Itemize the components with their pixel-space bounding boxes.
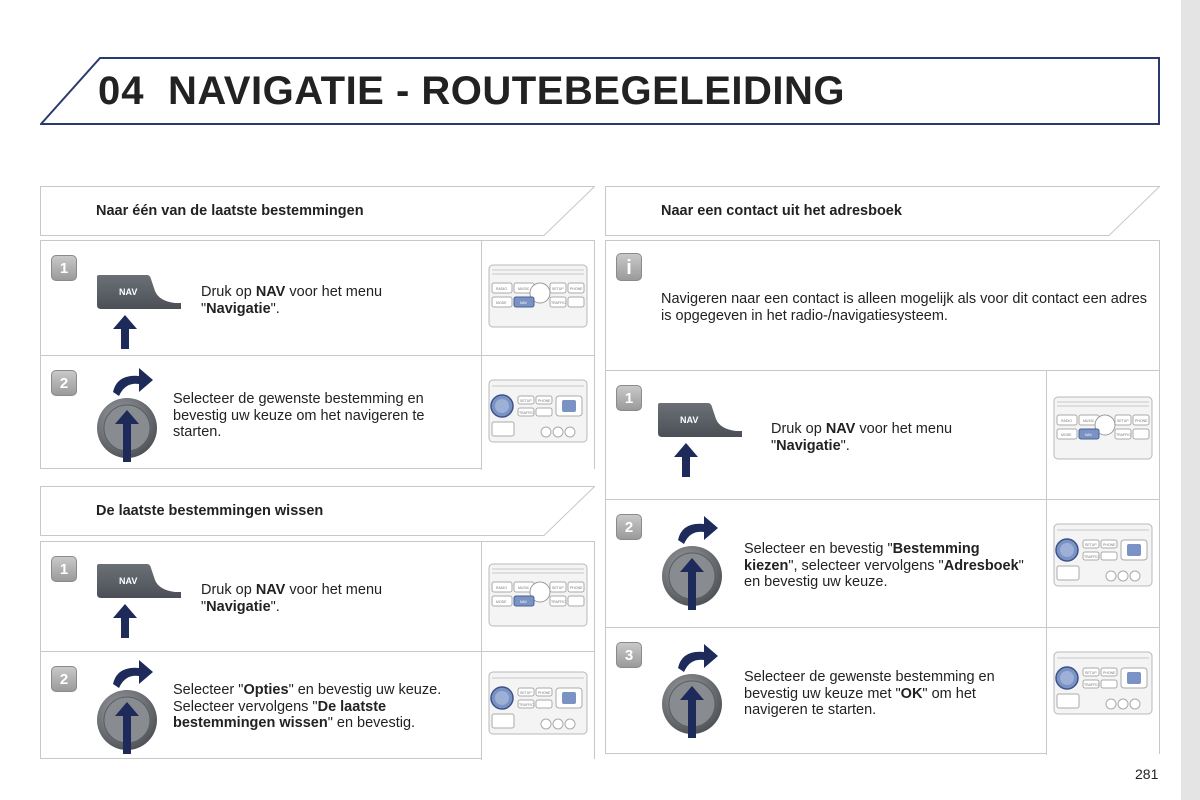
page-header: [40, 57, 1160, 125]
control-panel-knob-icon: [488, 668, 588, 738]
step-text: Selecteer de gewenste bestemming en bevestig uw keuze om het navigeren te starten.: [173, 391, 425, 440]
section-heading-recent: [40, 186, 595, 236]
step-text: Druk op NAV voor het menu "Navigatie".: [201, 582, 383, 615]
control-panel-knob-icon: [488, 376, 588, 446]
step-text: Selecteer de gewenste bestemming en bevestig uw keuze met "OK" om het navigeren te starten.: [744, 669, 995, 718]
page-number: 281: [1135, 766, 1159, 782]
step: [41, 355, 594, 470]
section-heading-clear: [40, 486, 595, 536]
control-panel-thumbnail: [481, 356, 594, 470]
info-icon: i: [616, 253, 642, 281]
steps-box-recent: [40, 240, 595, 469]
step: [41, 651, 594, 760]
section-heading-label: Naar een contact uit het adresboek: [661, 203, 902, 219]
step: [41, 241, 594, 355]
step-number: 3: [616, 642, 642, 668]
control-panel-knob-icon: [1053, 520, 1153, 590]
steps-box-clear: [40, 541, 595, 759]
nav-button-icon: [656, 399, 742, 479]
step-text: Selecteer "Opties" en bevestig uw keuze. Selecteer vervolgens "De laatste bestemmingen wissen" en bevestig.: [173, 682, 442, 731]
steps-box-contact: [605, 240, 1160, 754]
step-text: Druk op NAV voor het menu "Navigatie".: [771, 421, 953, 454]
rotary-knob-icon: [660, 642, 730, 742]
rotary-knob-icon: [95, 366, 165, 466]
control-panel-thumbnail: [1046, 628, 1159, 755]
page-title: NAVIGATIE - ROUTEBEGELEIDING: [168, 69, 845, 113]
rotary-knob-icon: [660, 514, 730, 614]
control-panel-thumbnail: [481, 241, 594, 355]
info-note: [606, 241, 1159, 370]
step: [606, 499, 1159, 627]
step-number: 2: [616, 514, 642, 540]
control-panel-nav-icon: [488, 560, 588, 630]
nav-button-icon: [95, 560, 181, 640]
step-text: Selecteer en bevestig "Bestemming kiezen", selecteer vervolgens "Adresboek" en bevestig uw keuze.: [744, 541, 1024, 590]
section-heading-contact: [605, 186, 1160, 236]
step-text: Druk op NAV voor het menu "Navigatie".: [201, 284, 383, 317]
step: [41, 542, 594, 651]
control-panel-nav-icon: [1053, 393, 1153, 463]
control-panel-knob-icon: [1053, 648, 1153, 718]
nav-button-icon: [95, 271, 181, 351]
info-text: Navigeren naar een contact is alleen mogelijk als voor dit contact een adres is opgegeven in het radio-/navigatiesysteem.: [661, 291, 1148, 324]
rotary-knob-icon: [95, 658, 165, 758]
section-heading-label: De laatste bestemmingen wissen: [96, 503, 324, 519]
control-panel-thumbnail: [1046, 500, 1159, 627]
control-panel-thumbnail: [481, 652, 594, 760]
step-number: 2: [51, 370, 77, 396]
step-number: 1: [616, 385, 642, 411]
side-tab: [1181, 0, 1200, 800]
control-panel-thumbnail: [1046, 371, 1159, 499]
chapter-number: 04: [98, 69, 145, 113]
control-panel-thumbnail: [481, 542, 594, 651]
control-panel-nav-icon: [488, 261, 588, 331]
step: [606, 370, 1159, 499]
step: [606, 627, 1159, 755]
section-heading-label: Naar één van de laatste bestemmingen: [96, 203, 364, 219]
step-number: 2: [51, 666, 77, 692]
step-number: 1: [51, 556, 77, 582]
step-number: 1: [51, 255, 77, 281]
